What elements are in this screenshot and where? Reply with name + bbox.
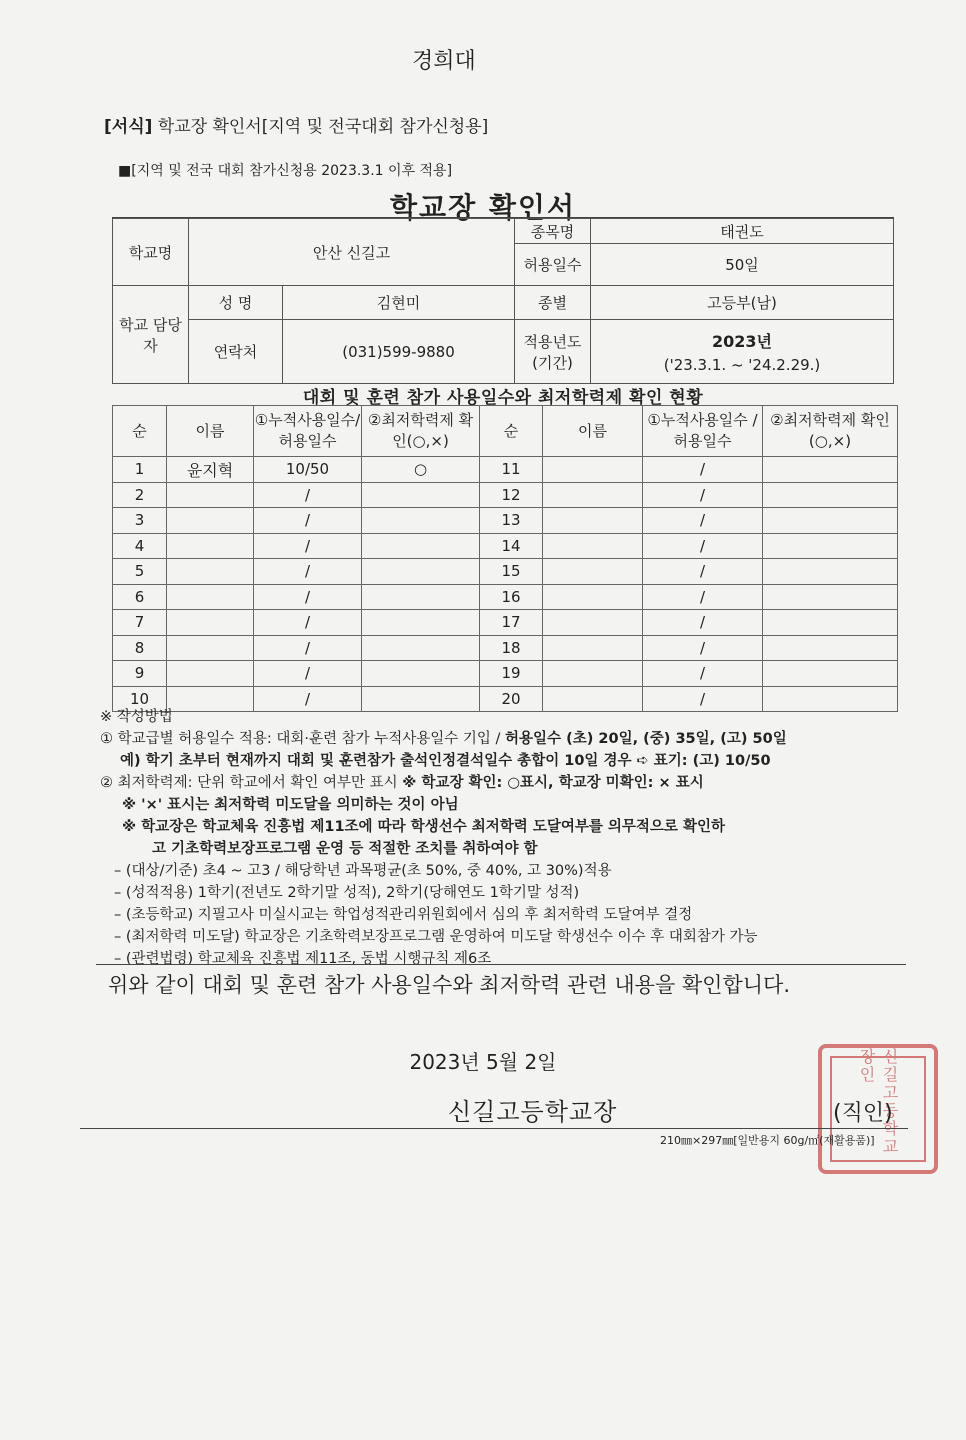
cell-l-no: 1 [113,457,167,483]
school-value: 안산 신길고 [189,219,515,286]
form-label [104,112,488,137]
cell-r-no: 17 [480,610,543,636]
period-year: 2023년 [712,332,772,351]
cell-r-no: 13 [480,508,543,534]
cell-r-days: / [643,610,763,636]
notes-heading: ※ 작성방법 [100,709,173,725]
cell-l-name [167,635,254,661]
detail-2: – (성적적용) 1학기(전년도 2학기말 성적), 2학기(당해연도 1학기말 성적) [114,885,580,901]
cell-r-check [763,457,898,483]
cell-r-name [543,457,643,483]
division-label: 종별 [515,286,591,320]
cell-r-name [543,482,643,508]
table-header-row [113,406,898,457]
col-header: 순 [480,406,543,457]
note-1b: 허용일수 (초) 20일, (중) 35일, (고) 50일 [505,731,787,747]
cell-r-check [763,635,898,661]
school-label: 학교명 [113,219,189,286]
table-row [113,584,898,610]
issue-date: 2023년 5월 2일 [409,1050,557,1074]
cell-r-name [543,661,643,687]
detail-4: – (최저학력 미도달) 학교장은 기초학력보장프로그램 운영하여 미도달 학생선수 이수 후 대회참가 가능 [114,929,758,945]
info-table [112,218,894,384]
cell-r-days: / [643,584,763,610]
cell-l-no: 10 [113,686,167,712]
footer-rule [80,1128,908,1129]
note-4a: ※ 학교장은 학교체육 진흥법 제11조에 따라 학생선수 최저학력 도달여부를 의무적으로 확인하 [122,819,726,835]
cell-r-name [543,533,643,559]
cell-r-check [763,610,898,636]
principal-name: 신길고등학교장 [448,1098,618,1126]
cell-r-no: 18 [480,635,543,661]
col-header: 순 [113,406,167,457]
cell-l-no: 6 [113,584,167,610]
cell-l-check [362,508,480,534]
note-2a: ② 최저학력제: 단위 학교에서 확인 여부만 표시 [100,775,403,791]
manager-label: 학교 담당자 [113,286,189,384]
detail-1: – (대상/기준) 초4 ~ 고3 / 해당학년 과목평균(초 50%, 중 40%, 고 30%)적용 [114,863,612,879]
cell-r-no: 11 [480,457,543,483]
cell-l-name [167,482,254,508]
table-row [113,508,898,534]
cell-l-check [362,661,480,687]
cell-r-days: / [643,661,763,687]
cell-l-name [167,559,254,585]
table-row [113,559,898,585]
cell-l-check [362,559,480,585]
cell-r-name [543,610,643,636]
cell-l-no: 4 [113,533,167,559]
sport-label: 종목명 [515,219,591,244]
cell-r-no: 19 [480,661,543,687]
form-label-text: 학교장 확인서[지역 및 전국대회 참가신청용] [152,117,489,137]
table-row [113,457,898,483]
cell-r-days: / [643,482,763,508]
period-label: 적용년도 (기간) [515,320,591,384]
note-1a: ① 학교급별 허용일수 적용: 대회·훈련 참가 누적사용일수 기입 / [100,731,506,747]
confirm-rule [96,964,906,965]
cell-r-days: / [643,457,763,483]
seal-text: 신길고등학교장인 [857,1048,899,1156]
cell-r-check [763,559,898,585]
col-header: ①누적사용일수 /허용일수 [643,406,763,457]
contact-value: (031)599-9880 [283,320,515,384]
cell-l-name [167,508,254,534]
col-header: 이름 [167,406,254,457]
cell-l-no: 9 [113,661,167,687]
cell-l-days: / [254,661,362,687]
note-4b: 고 기초학력보장프로그램 운영 등 적절한 조치를 취하여야 함 [152,841,538,857]
cell-r-days: / [643,635,763,661]
cell-r-name [543,508,643,534]
cell-l-check [362,635,480,661]
cell-l-name [167,533,254,559]
name-value: 김현미 [283,286,515,320]
days-label: 허용일수 [515,244,591,286]
cell-l-check [362,482,480,508]
cell-l-days: / [254,559,362,585]
cell-l-days: / [254,584,362,610]
cell-r-check [763,508,898,534]
cell-r-name [543,559,643,585]
cell-l-days: / [254,610,362,636]
cell-l-days: / [254,482,362,508]
cell-l-check [362,584,480,610]
cell-l-no: 2 [113,482,167,508]
cell-r-check [763,533,898,559]
header-handwritten-mark: 경희대 [412,49,476,74]
name-label: 성 명 [189,286,283,320]
table-row [113,533,898,559]
col-header: ②최저학력제 확인(○,×) [362,406,480,457]
col-header: ②최저학력제 확인(○,×) [763,406,898,457]
cell-l-check [362,610,480,636]
period-value [591,320,894,384]
cell-r-no: 14 [480,533,543,559]
contact-label: 연락처 [189,320,283,384]
table-row [113,482,898,508]
cell-l-days: / [254,533,362,559]
table-row [113,610,898,636]
seal-label: (직인) [833,1101,893,1126]
page-title: 학교장 확인서 [389,191,577,224]
paper-spec: 210㎜×297㎜[일반용지 60g/㎡(재활용품)] [660,1134,875,1147]
cell-r-days: / [643,686,763,712]
section-title: 대회 및 훈련 참가 사용일수와 최저학력제 확인 현황 [302,388,704,408]
cell-r-check [763,584,898,610]
cell-l-name [167,661,254,687]
cell-l-no: 3 [113,508,167,534]
subtitle: ■[지역 및 전국 대회 참가신청용 2023.3.1 이후 적용] [118,163,453,179]
cell-r-days: / [643,533,763,559]
note-1c: 예) 학기 초부터 현재까지 대회 및 훈련참가 출석인정결석일수 총합이 10일 경우 ➪ 표기: (고) 10/50 [120,753,771,769]
days-value: 50일 [591,244,894,286]
cell-l-check [362,533,480,559]
cell-r-name [543,635,643,661]
cell-l-days: 10/50 [254,457,362,483]
usage-table [112,405,898,712]
col-header: 이름 [543,406,643,457]
note-3: ※ '×' 표시는 최저학력 미도달을 의미하는 것이 아님 [122,797,459,813]
cell-r-name [543,584,643,610]
cell-l-days: / [254,508,362,534]
period-range: ('23.3.1. ~ '24.2.29.) [663,356,821,374]
cell-l-days: / [254,635,362,661]
cell-r-no: 15 [480,559,543,585]
detail-5: – (관련법령) 학교체육 진흥법 제11조, 동법 시행규칙 제6조 [114,951,492,967]
col-header: ①누적사용일수/허용일수 [254,406,362,457]
table-row [113,661,898,687]
cell-r-no: 12 [480,482,543,508]
cell-r-no: 20 [480,686,543,712]
cell-r-days: / [643,559,763,585]
cell-l-name [167,584,254,610]
table-row [113,635,898,661]
cell-r-days: / [643,508,763,534]
cell-l-days: / [254,686,362,712]
writing-instructions [100,706,900,970]
cell-l-no: 7 [113,610,167,636]
confirm-text: 위와 같이 대회 및 훈련 참가 사용일수와 최저학력 관련 내용을 확인합니다. [108,973,791,997]
division-value: 고등부(남) [591,286,894,320]
cell-l-no: 8 [113,635,167,661]
cell-r-no: 16 [480,584,543,610]
cell-l-name [167,610,254,636]
cell-r-check [763,482,898,508]
cell-r-check [763,661,898,687]
note-2b: ※ 학교장 확인: ○표시, 학교장 미확인: × 표시 [402,775,704,791]
cell-l-name: 윤지혁 [167,457,254,483]
detail-3: – (초등학교) 지필고사 미실시교는 학업성적관리위원회에서 심의 후 최저학력 도달여부 결정 [114,907,693,923]
cell-l-no: 5 [113,559,167,585]
cell-l-check: ○ [362,457,480,483]
form-label-bracket: [서식] [104,117,153,137]
sport-value: 태권도 [591,219,894,244]
